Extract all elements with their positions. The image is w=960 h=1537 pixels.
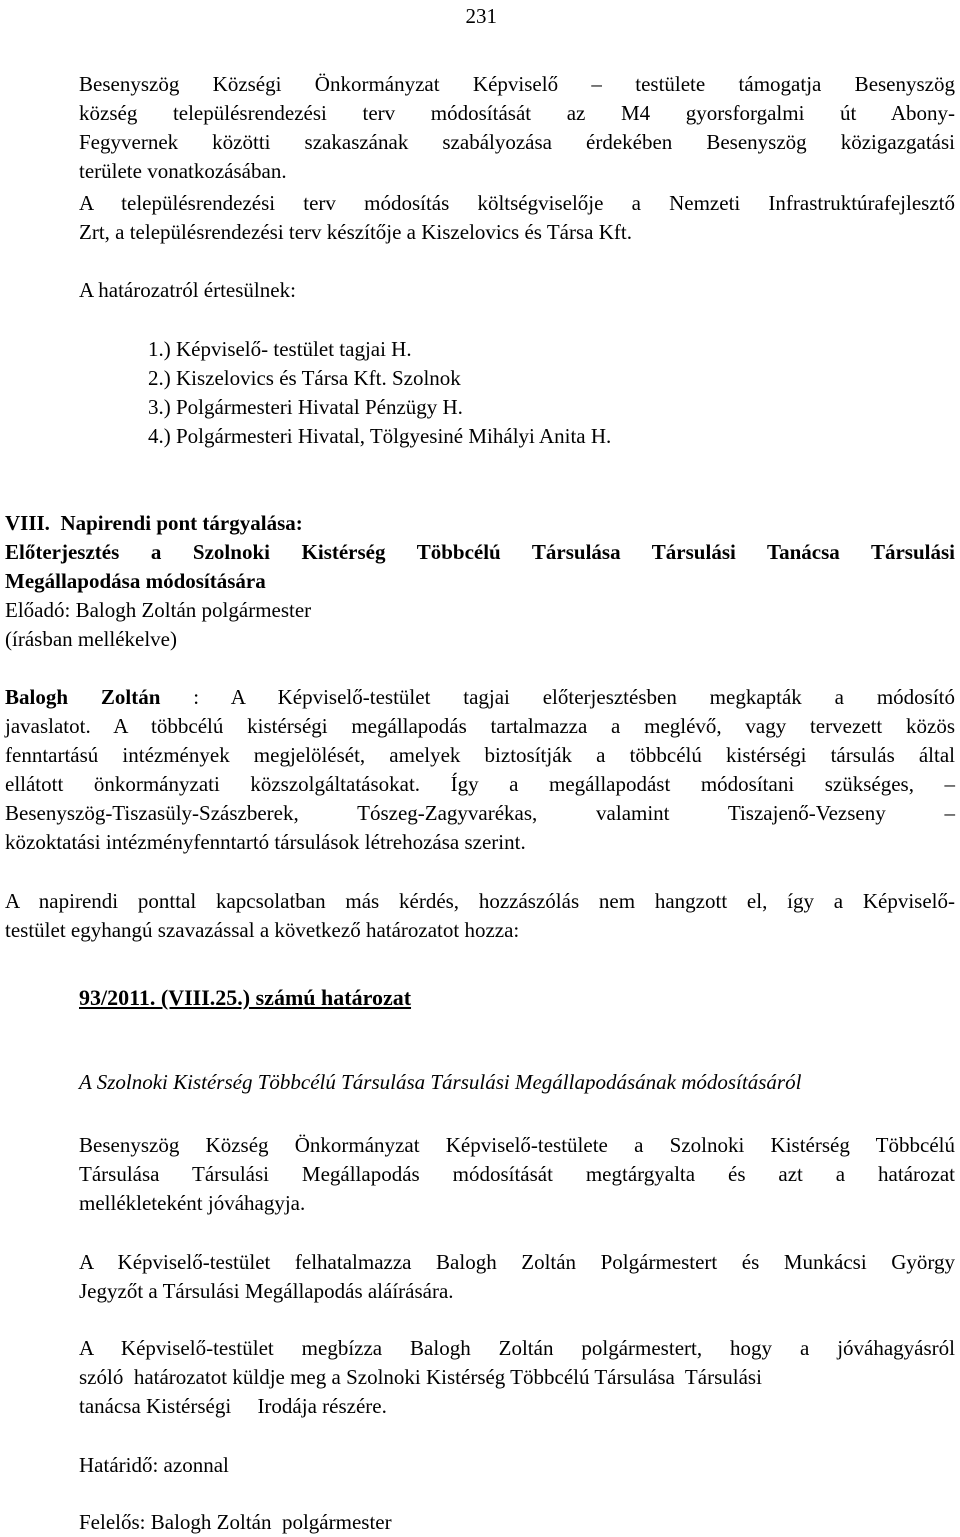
- text-line: [5, 683, 955, 712]
- text-line: testület egyhangú szavazással a következő határozatot hozza:: [5, 918, 520, 942]
- agenda-title: [5, 538, 955, 596]
- text-line: község településrendezési terv módosítását az M4 gyorsforgalmi út Abony-: [79, 101, 955, 125]
- resolution-paragraph-2: [79, 1248, 955, 1306]
- text-line: Társulása Társulási Megállapodás módosítását megtárgyalta és azt a határozat: [79, 1162, 955, 1186]
- text-line: mellékleteként jóváhagyja.: [79, 1191, 306, 1215]
- text-line: Besenyszög-Tiszasüly-Szászberek, Tószeg-Zagyvarékas, valamint Tiszajenő-Vezseny –: [5, 801, 955, 825]
- text-line: Besenyszög Községi Önkormányzat Képviselő – testülete támogatja Besenyszög: [79, 72, 955, 96]
- deadline: Határidő: azonnal: [79, 1453, 229, 1477]
- text-line: szóló határozatot küldje meg a Szolnoki Kistérség Többcélú Társulása Társulási: [79, 1365, 762, 1389]
- intro-paragraph-1: [79, 70, 955, 186]
- list-item: 1.) Képviselő- testület tagjai H.: [148, 337, 412, 361]
- text-line: fenntartású intézmények megjelölését, amelyek biztosítják a többcélú kistérségi társulás által: [5, 743, 955, 767]
- list-item: 4.) Polgármesteri Hivatal, Tölgyesiné Mihályi Anita H.: [148, 424, 612, 448]
- agenda-presenter: Előadó: Balogh Zoltán polgármester: [5, 598, 312, 622]
- agenda-heading: [5, 509, 303, 538]
- page-number: 231: [465, 4, 497, 28]
- text-line: Fegyvernek közötti szakaszának szabályozása érdekében Besenyszög közigazgatási: [79, 130, 955, 154]
- text-line: területe vonatkozásában.: [79, 159, 287, 183]
- text-line: közoktatási intézményfenntartó társulások létrehozása szerint.: [5, 830, 526, 854]
- text-line: A Képviselő-testület felhatalmazza Balogh Zoltán Polgármestert és Munkácsi György: [79, 1250, 955, 1274]
- text-line: Zrt, a településrendezési terv készítője a Kiszelovics és Társa Kft.: [79, 220, 632, 244]
- text-line: A napirendi ponttal kapcsolatban más kérdés, hozzászólás nem hangzott el, így a Képviselő-: [5, 889, 955, 913]
- resolution-paragraph-3: [79, 1334, 955, 1421]
- agenda-attachment: (írásban mellékelve): [5, 627, 177, 651]
- resolution-number: 93/2011. (VIII.25.) számú határozat: [79, 985, 412, 1010]
- resolution-subject: A Szolnoki Kistérség Többcélú Társulása Társulási Megállapodásának módosításáról: [79, 1070, 802, 1094]
- speaker-name: Balogh Zoltán: [5, 685, 161, 709]
- text-line: javaslatot. A többcélú kistérségi megállapodás tartalmazza a meglévő, vagy tervezett közös: [5, 714, 955, 738]
- text-line: Besenyszög Község Önkormányzat Képviselő-testülete a Szolnoki Kistérség Többcélú: [79, 1133, 955, 1157]
- text-line: Megállapodása módosítására: [5, 569, 266, 593]
- intro-paragraph-2: [79, 189, 955, 247]
- list-item: 3.) Polgármesteri Hivatal Pénzügy H.: [148, 395, 463, 419]
- agenda-label: Napirendi pont tárgyalása:: [60, 511, 303, 535]
- text-line: Jegyzőt a Társulási Megállapodás aláírására.: [79, 1279, 454, 1303]
- text-line: A településrendezési terv módosítás költségviselője a Nemzeti Infrastruktúrafejlesztő: [79, 191, 955, 215]
- text-span: : A Képviselő-testület tagjai előterjesztésben megkapták a módosító: [193, 685, 955, 709]
- speech-paragraph: [5, 683, 955, 857]
- text-line: Előterjesztés a Szolnoki Kistérség Többcélú Társulása Társulási Tanácsa Társulási: [5, 540, 955, 564]
- notify-list: [148, 335, 611, 451]
- text-line: A Képviselő-testület megbízza Balogh Zoltán polgármestert, hogy a jóváhagyásról: [79, 1336, 955, 1360]
- closing-paragraph: [5, 887, 955, 945]
- list-item: 2.) Kiszelovics és Társa Kft. Szolnok: [148, 366, 461, 390]
- text-line: ellátott önkormányzati közszolgáltatásokat. Így a megállapodást módosítani szükséges, –: [5, 772, 955, 796]
- text-line: tanácsa Kistérségi Irodája részére.: [79, 1394, 387, 1418]
- responsible: Felelős: Balogh Zoltán polgármester: [79, 1510, 392, 1534]
- resolution-paragraph-1: [79, 1131, 955, 1218]
- agenda-number: VIII.: [5, 511, 50, 535]
- notify-heading: A határozatról értesülnek:: [79, 278, 296, 302]
